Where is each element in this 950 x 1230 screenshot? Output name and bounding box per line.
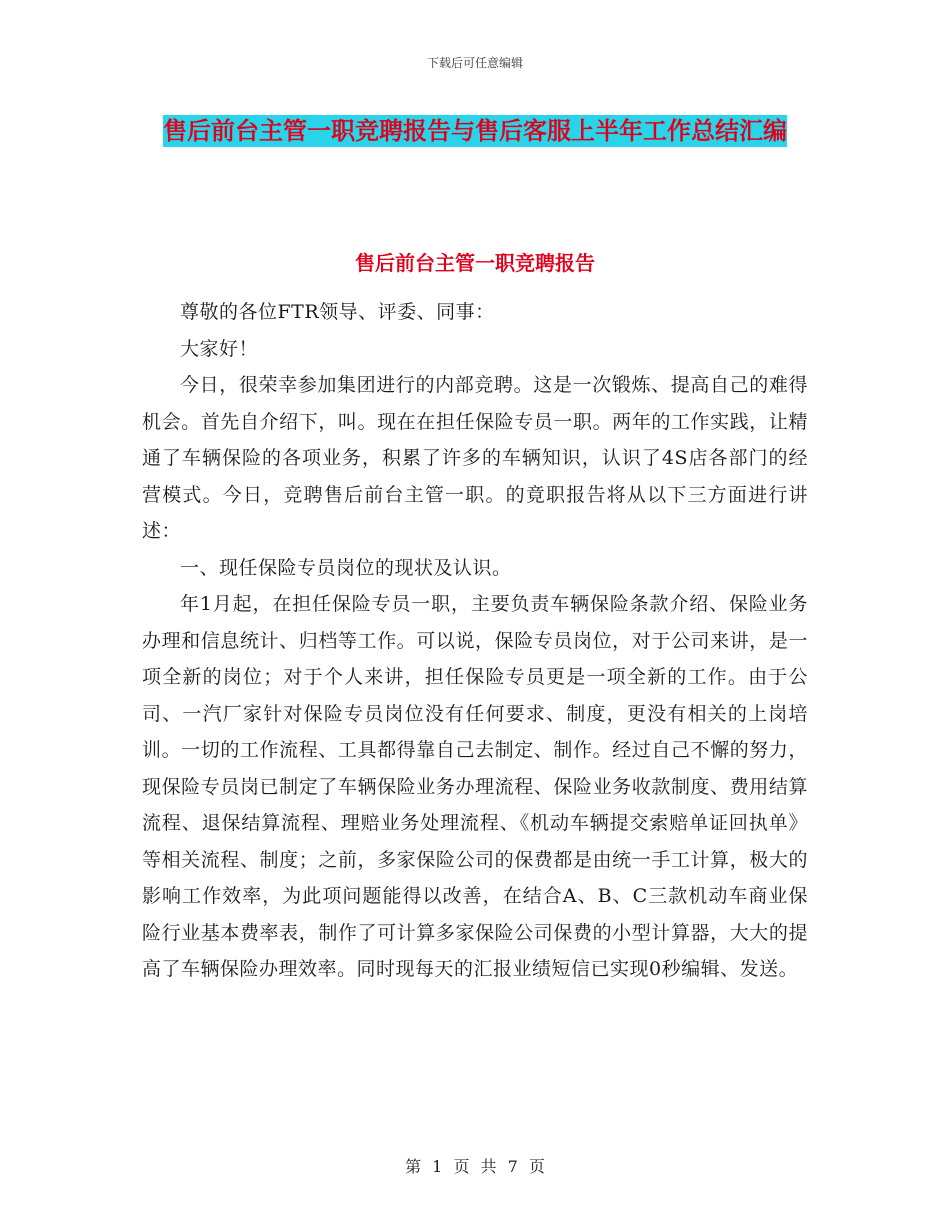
header-note: 下载后可任意编辑 (426, 56, 523, 70)
section-title: 售后前台主管一职竞聘报告 (355, 251, 595, 275)
page-footer: 第 1 页 共 7 页 (405, 1157, 545, 1176)
document-title (140, 108, 810, 154)
document-title-text: 售后前台主管一职竞聘报告与售后客服上半年工作总结汇编 (163, 117, 787, 145)
greeting-paragraph: 大家好！ (180, 337, 259, 360)
body-paragraph: 年1月起，在担任保险专员一职，主要负责车辆保险条款介绍、保险业务办理和信息统计、归档等工作。可以说，保险专员岗位，对于公司来讲，是一项全新的岗位；对于个人来讲，担任保险专员更是一项全新的工作。由于公司、一汽厂家针对保险专员岗位没有任何要求、制度，更没有相关的上岗培训。一切的工作流程、工具都得靠自己去制定、制作。经过自己不懈的努力，现保险专员岗已制定了车辆保险业务办理流程、保险业务收款制度、费用结算流程、退保结算流程、理赔业务处理流程、《机动车辆提交索赔单证回执单》等相关流程、制度；之前，多家保险公司的保费都是由统一手工计算，极大的影响工作效率，为此项问题能得以改善，在结合A、B、C三款机动车商业保险行业基本费率表，制作了可计算多家保险公司保费的小型计算器，大大的提高了车辆保险办理效率。同时现每天的汇报业绩短信已实现0秒编辑、发送。 (142, 593, 808, 980)
salutation-paragraph: 尊敬的各位FTR领导、评委、同事： (180, 301, 495, 323)
intro-paragraph: 今日，很荣幸参加集团进行的内部竞聘。这是一次锻炼、提高自己的难得机会。首先自介绍下，叫。现在在担任保险专员一职。两年的工作实践，让精通了车辆保险的各项业务，积累了许多的车辆知识，认识了4S店各部门的经营模式。今日，竞聘售后前台主管一职。的竟职报告将从以下三方面进行讲述： (142, 374, 808, 542)
body-text (142, 294, 808, 988)
section-heading-paragraph: 一、现任保险专员岗位的现状及认识。 (180, 556, 512, 579)
